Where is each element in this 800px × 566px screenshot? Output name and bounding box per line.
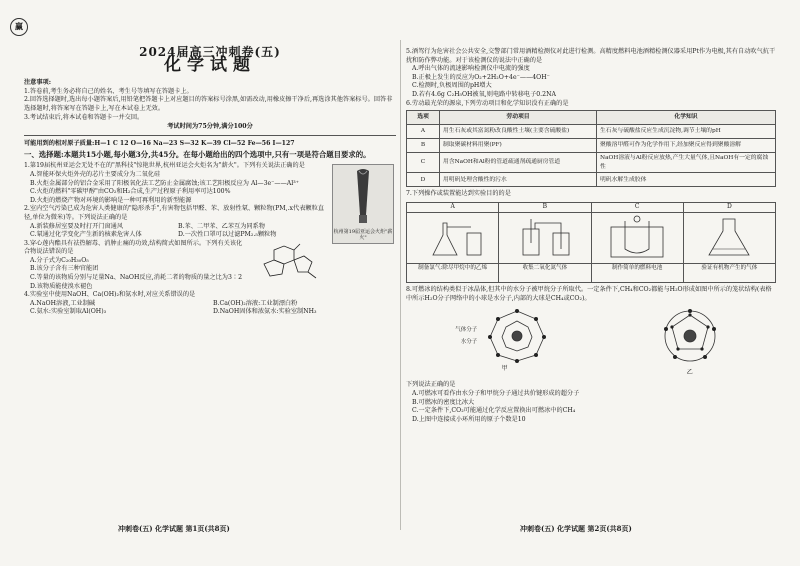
cage-b [653,307,727,377]
apparatus-label: B [499,203,590,213]
water-molecule-label: 水分子 [460,339,478,346]
table-row [407,173,776,187]
section-heading: 一、选择题:本题共15小题,每小题3分,共45分。在每小题给出的四个选项中,只有一项是符合题目要求的。 [24,150,371,160]
option-a: A.智能环保火炬外壳的芯片主要成分为二氧化硅 [30,170,161,178]
labor-table [406,110,776,187]
question-stem: 2.室内空气污染已成为危害人类健康的"隐形杀手",有害物包括甲醛、苯、放射性氡、颗粒物(PM,.x代表颗粒直径,单位为微米)等。下列说法正确的是 [24,205,324,221]
apparatus-table [406,202,776,283]
cage-label: 乙 [686,368,693,376]
question-6 [406,100,776,188]
table-cell: 制取聚碳材料用聚(PF) [440,139,597,153]
subject-title: 化学试题 [164,54,256,75]
dodecahedron-cage-icon [653,307,727,365]
apparatus-d [684,203,775,282]
table-cell: 用明矾处理含酸性的污水 [440,173,597,187]
table-cell: 用含NaOH和Al粉的管道疏通剂疏通厨房管道 [440,153,597,173]
option-b: B.苯、二甲苯、乙苯互为同系物 [178,222,265,230]
table-cell: 聚酸溶甲醛可作为化学作用下,经加聚反应得到聚酸溶解 [597,139,776,153]
question-stem: 8.可燃冰的结构类似于冰晶体,但其中的水分子被甲烷分子所取代。一定条件下,CH₄和CO₂都能与H₂O形成如图中所示的笼状结构(表格中所示H₂O分子网络中的小球是水分子,内部的大球是CH₄或CO₂)。 [406,285,772,302]
question-8 [406,286,776,424]
apparatus-a [407,203,499,282]
apparatus-label: D [684,203,775,213]
option-c: C.一定条件下,CO₂可能通过化学反应置换出可燃冰中的CH₄ [412,407,576,415]
page-2 [406,48,776,424]
option-b: B.火炬金属部分的铝合金采用了阳极氧化法工艺防止金属腐蚀;该工艺阳极反应为 Al—3e⁻——Al³⁺ [30,179,300,187]
option-b: B.该分子含有三种官能团 [30,265,99,273]
option-d: D.若有4.6g C₂H₅OH被氧,则电路中转移电子0.2NA [412,90,556,98]
question-stem-2: 下列说法正确的是 [406,381,456,389]
u-tube-icon [592,213,683,263]
option-row [24,223,326,232]
table-cell: C [407,153,440,173]
notice-item: 2.回答选择题时,选出每小题答案后,用铅笔把答题卡上对应题目的答案标号涂黑,如需改动,用橡皮擦干净后,再选涂其他答案标号。回答非选择题时,将答案写在答题卡上,写在本试卷上无效。 [24,96,393,112]
table-header: 选项 [407,111,440,125]
table-cell: NaOH溶液与Al粉反应放热,产生大量气体,且NaOH有一定的腐蚀性 [597,153,776,173]
page-1-footer: 冲刺卷(五) 化学试题 第1页(共8页) [118,524,230,533]
cage-label: 甲 [501,365,508,373]
torch-image [332,164,394,244]
question-4 [24,291,396,317]
option-a: A.NaOH溶液,工业制碱 [30,299,96,307]
option-c: C.检测时,负极周围的pH增大 [412,82,492,90]
option-row [24,308,396,317]
option-b: B.正极上发生的反应为O₂+2H₂O+4e⁻——4OH⁻ [412,73,550,81]
table-cell: 生石灰与硫酸盐反应生成沉淀物,调节土壤的pH [597,125,776,139]
apparatus-c [592,203,684,282]
apparatus-label: C [592,203,683,213]
question-7 [406,190,776,283]
question-stem: 5.酒驾行为危害社会公共安全,交警部门常用酒精检测仪对此进行检测。高精度燃料电池酒精检测仪器采用Pt作为电极,其有自动吹气抗干扰和防作弊功能。对于该检测仪的说法中正确的是 [406,48,776,64]
option-c: C.氡通过化学变化产生新的核素危害人体 [30,231,142,239]
gas-bottle-icon [499,213,590,263]
option-d: D.一次性口罩可以过滤PM₂.₅颗粒物 [178,231,277,239]
gas-molecule-label: 气体分子 [455,327,478,334]
logo-badge: 赢 [10,18,28,36]
apparatus-caption: 制备氯气:除尽甲烷中的乙烯 [407,263,498,282]
option-c: C.氨水:实验室制取Al(OH)₃ [30,308,107,316]
option-a: A.新装修居室要及时打开门窗通风 [30,222,124,230]
question-3 [24,240,396,292]
flask-icon [407,213,498,263]
option-a: A.分子式为C₂₀H₃₀O₅ [30,256,89,264]
question-stem: 3.穿心莲内酯具有祛热解毒、消肿止痛的功效,结构简式如图所示。下列有关该化合物说法错误的是 [24,239,243,256]
page-2-footer: 冲刺卷(五) 化学试题 第2页(共8页) [520,524,632,533]
option-d: D.NaOH固体和浓氨水:实验室制NH₃ [213,308,317,316]
torch-icon [333,165,393,225]
notice-item: 1.答卷前,考生务必将自己的姓名、考生号等填写在答题卡上。 [24,87,193,95]
molecule-structure [254,242,324,282]
table-header-row [407,111,776,125]
atomic-masses: 可能用到的相对原子质量:H—1 C 12 O—16 Na—23 S—32 K—39 Cl—52 Fe—56 I—127 [24,139,295,147]
exam-time: 考试时间为75分钟,满分100分 [167,123,253,131]
option-a: A.可燃冰可看作由水分子和甲烷分子通过共价键形成的超分子 [412,389,580,397]
table-cell: A [407,125,440,139]
molecule-icon [254,242,324,282]
question-stem: 7.下列操作或装置能达到实验目的的是 [406,190,511,198]
apparatus-caption: 验证有机物产生的气体 [684,263,775,282]
apparatus-caption: 收集二氧化氮气体 [499,263,590,282]
table-cell: D [407,173,440,187]
page-divider [400,40,401,530]
conical-flask-icon [684,213,775,263]
table-header: 化学知识 [597,111,776,125]
table-cell: B [407,139,440,153]
option-b: B.可燃冰的密度比冰大 [412,398,475,406]
notice-block [24,79,396,122]
apparatus-b [499,203,591,282]
apparatus-caption: 制作简单的燃料电池 [592,263,683,282]
question-5 [406,48,776,100]
cage-figures [406,307,776,377]
table-row [407,139,776,153]
separator [24,135,396,136]
exam-title: 2024届高三冲刺卷(五) [139,45,281,59]
option-a: A.呼出气体的流速影响检测仪中电流的强度 [412,65,530,73]
option-d: D.该物质能使溴水褪色 [30,282,93,290]
option-d: D.上图中连接成小环所用的原子个数是10 [412,415,526,423]
apparatus-label: A [407,203,498,213]
option-d: D.火炬的燃烧产物对环境的影响是一种可再利用的新型能源 [30,196,192,204]
notice-item: 3.考试结束后,将本试卷和答题卡一并交回。 [24,113,144,121]
page-1 [24,44,396,317]
question-stem: 1.第19届杭州亚运会无处不在的"黑科技"惊艳世界,杭州亚运会火炬名为"薪火"。下列有关说法正确的是 [24,162,305,170]
question-stem: 4.实验室中使用NaOH、Ca(OH)₂和氨水时,对应关系错误的是 [24,291,196,299]
table-row [407,153,776,173]
option-row [24,231,326,240]
table-cell: 用生石灰或其富氮粉改良酸性土壤(主要含硫酸盐) [440,125,597,139]
option-c: C.火炬的燃料"零碳甲醇"由CO₂和H₂合成,生产过程原子利用率可达100% [30,188,231,196]
hydrate-cage-icon [480,307,554,365]
cage-a [455,307,554,377]
option-b: B.Ca(OH)₂溶液:工业制漂白粉 [213,299,298,307]
table-cell: 明矾水解生成胶体 [597,173,776,187]
table-header: 劳动项目 [440,111,597,125]
option-c: C.等量的该物质分别与足量Na、NaOH反应,消耗二者的物质的量之比为3∶2 [30,274,243,282]
question-stem: 6.劳动最光荣的源泉,下列劳动项目和化学知识没有正确的是 [406,99,569,107]
notice-title: 注意事项: [24,79,52,87]
torch-caption: 杭州第19届亚运会火炬"薪火" [333,228,393,241]
table-row [407,125,776,139]
